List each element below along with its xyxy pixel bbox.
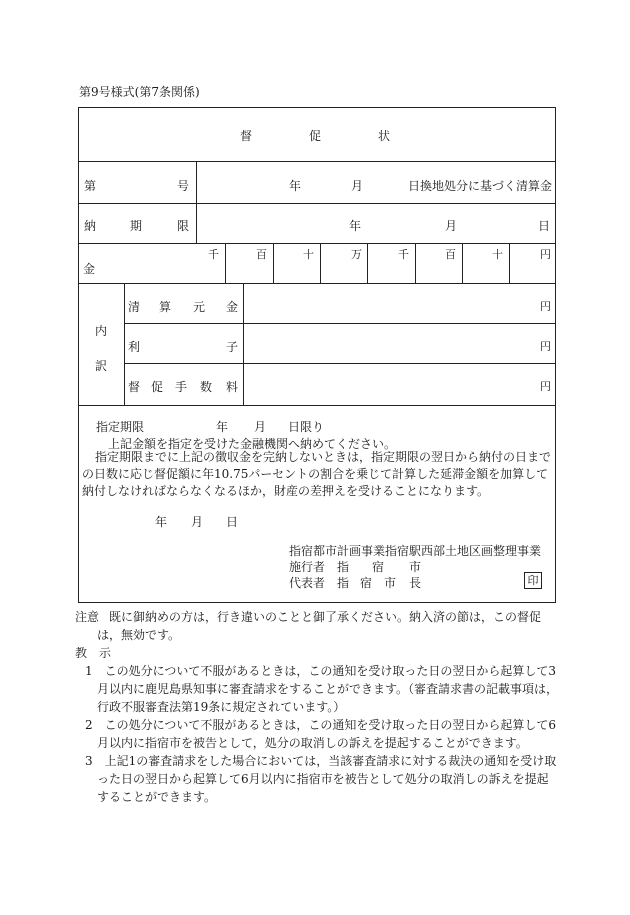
issuer-name: 指宿都市計画事業指宿駅西部土地区画整理事業 (289, 544, 542, 558)
form-text: 既に御納めの方は，行き違いのことと御了承ください。納入済の節は，この督促は，無効です。 (97, 610, 542, 642)
seal-stamp-mark: 印 (524, 572, 542, 589)
form-text: 年 (349, 219, 362, 233)
form-text: 日換地処分に基づく清算金 (408, 179, 553, 193)
form-text: 円 (540, 248, 551, 261)
form-text: 円 (540, 340, 551, 353)
form-text: 指 (337, 576, 350, 590)
form-text: 上記金額を指定を受けた金融機関へ納めてください。 (108, 437, 397, 451)
form-text: 市 (384, 576, 397, 590)
form-number-label: 第9号様式(第7条関係) (79, 85, 200, 99)
form-text: 十 (492, 248, 503, 261)
form-text: 宿 (372, 560, 385, 574)
teaching-heading: 教 示 (75, 646, 112, 660)
form-text: 年 (155, 515, 168, 529)
form-text: 月 (254, 420, 267, 434)
teaching-item-3 (75, 752, 560, 806)
form-text: 号 (177, 179, 190, 193)
late-fee-paragraph: 指定期限までに上記の徴収金を完納しないときは，指定期限の翌日から納付の日までの日数に応じ督促額に年10.75パーセントの割合を乗じて計算した延滞金額を加算して納付しなければならなくなるほか，財産の差押えを受けることになります。 (82, 450, 552, 498)
form-text: 状 (378, 129, 391, 143)
notes-section (75, 608, 560, 806)
form-text: 数 (200, 380, 213, 394)
form-text: 日限り (288, 420, 325, 434)
form-text: 1 (85, 664, 93, 678)
form-text: 千 (208, 248, 219, 261)
form-text: 2 (85, 718, 93, 732)
form-text: 金 (83, 262, 96, 276)
form-text: 手 (175, 380, 188, 394)
form-text: 3 (85, 754, 93, 768)
form-text: 納 (84, 219, 97, 233)
form-text: 第 (84, 179, 97, 193)
form-text: 年 (216, 420, 229, 434)
form-text: この処分について不服があるときは，この通知を受け取った日の翌日から起算して6月以内に指宿市を被告として，処分の取消しの訴えを提起することができます。 (97, 718, 557, 750)
form-text: 十 (303, 248, 314, 261)
form-text: 料 (226, 380, 239, 394)
form-text: 督 (240, 129, 253, 143)
form-text: 促 (309, 129, 322, 143)
form-text: 円 (540, 300, 551, 313)
form-text: 督 (128, 380, 141, 394)
teaching-item-2 (75, 716, 560, 752)
form-text: 代表者 (289, 576, 326, 590)
form-text: 訳 (95, 359, 108, 373)
form-text: 子 (226, 340, 239, 354)
form-text: 万 (351, 248, 362, 261)
form-text: 施行者 (289, 560, 326, 574)
form-text: 内 (95, 324, 108, 338)
form-text: 算 (159, 300, 172, 314)
form-text: 百 (256, 248, 267, 261)
teaching-item-1 (75, 662, 560, 716)
form-text: 限 (177, 219, 190, 233)
form-text: 利 (128, 340, 141, 354)
form-text: 指定期限 (96, 420, 145, 434)
form-text: 円 (540, 380, 551, 393)
form-text: 宿 (360, 576, 373, 590)
form-text: 月 (191, 515, 204, 529)
form-text: 期 (130, 219, 143, 233)
form-text: 百 (445, 248, 456, 261)
form-text: 指 (337, 560, 350, 574)
form-text: 長 (409, 576, 422, 590)
form-text: 日 (538, 219, 551, 233)
form-text: 清 (128, 300, 141, 314)
form-text: 注意 (75, 610, 100, 624)
form-text: 月 (445, 219, 458, 233)
caution-note (75, 608, 560, 644)
form-text: この処分について不服があるときは，この通知を受け取った日の翌日から起算して3月以内に鹿児島県知事に審査請求をすることができます。（審査請求書の記載事項は，行政不服審査法第19条に規定されています。） (97, 664, 559, 714)
form-text: 月 (351, 179, 364, 193)
form-text: 日 (226, 515, 239, 529)
form-text: 年 (289, 179, 302, 193)
form-text: 元 (193, 300, 206, 314)
form-text: 金 (226, 300, 239, 314)
form-text: 千 (398, 248, 409, 261)
form-text: 促 (151, 380, 164, 394)
form-text: 上記1の審査請求をした場合においては，当該審査請求に対する裁決の通知を受け取った日の翌日から起算して6月以内に指宿市を被告として処分の取消しの訴えを提起することができます。 (97, 754, 557, 804)
form-text: 市 (409, 560, 422, 574)
